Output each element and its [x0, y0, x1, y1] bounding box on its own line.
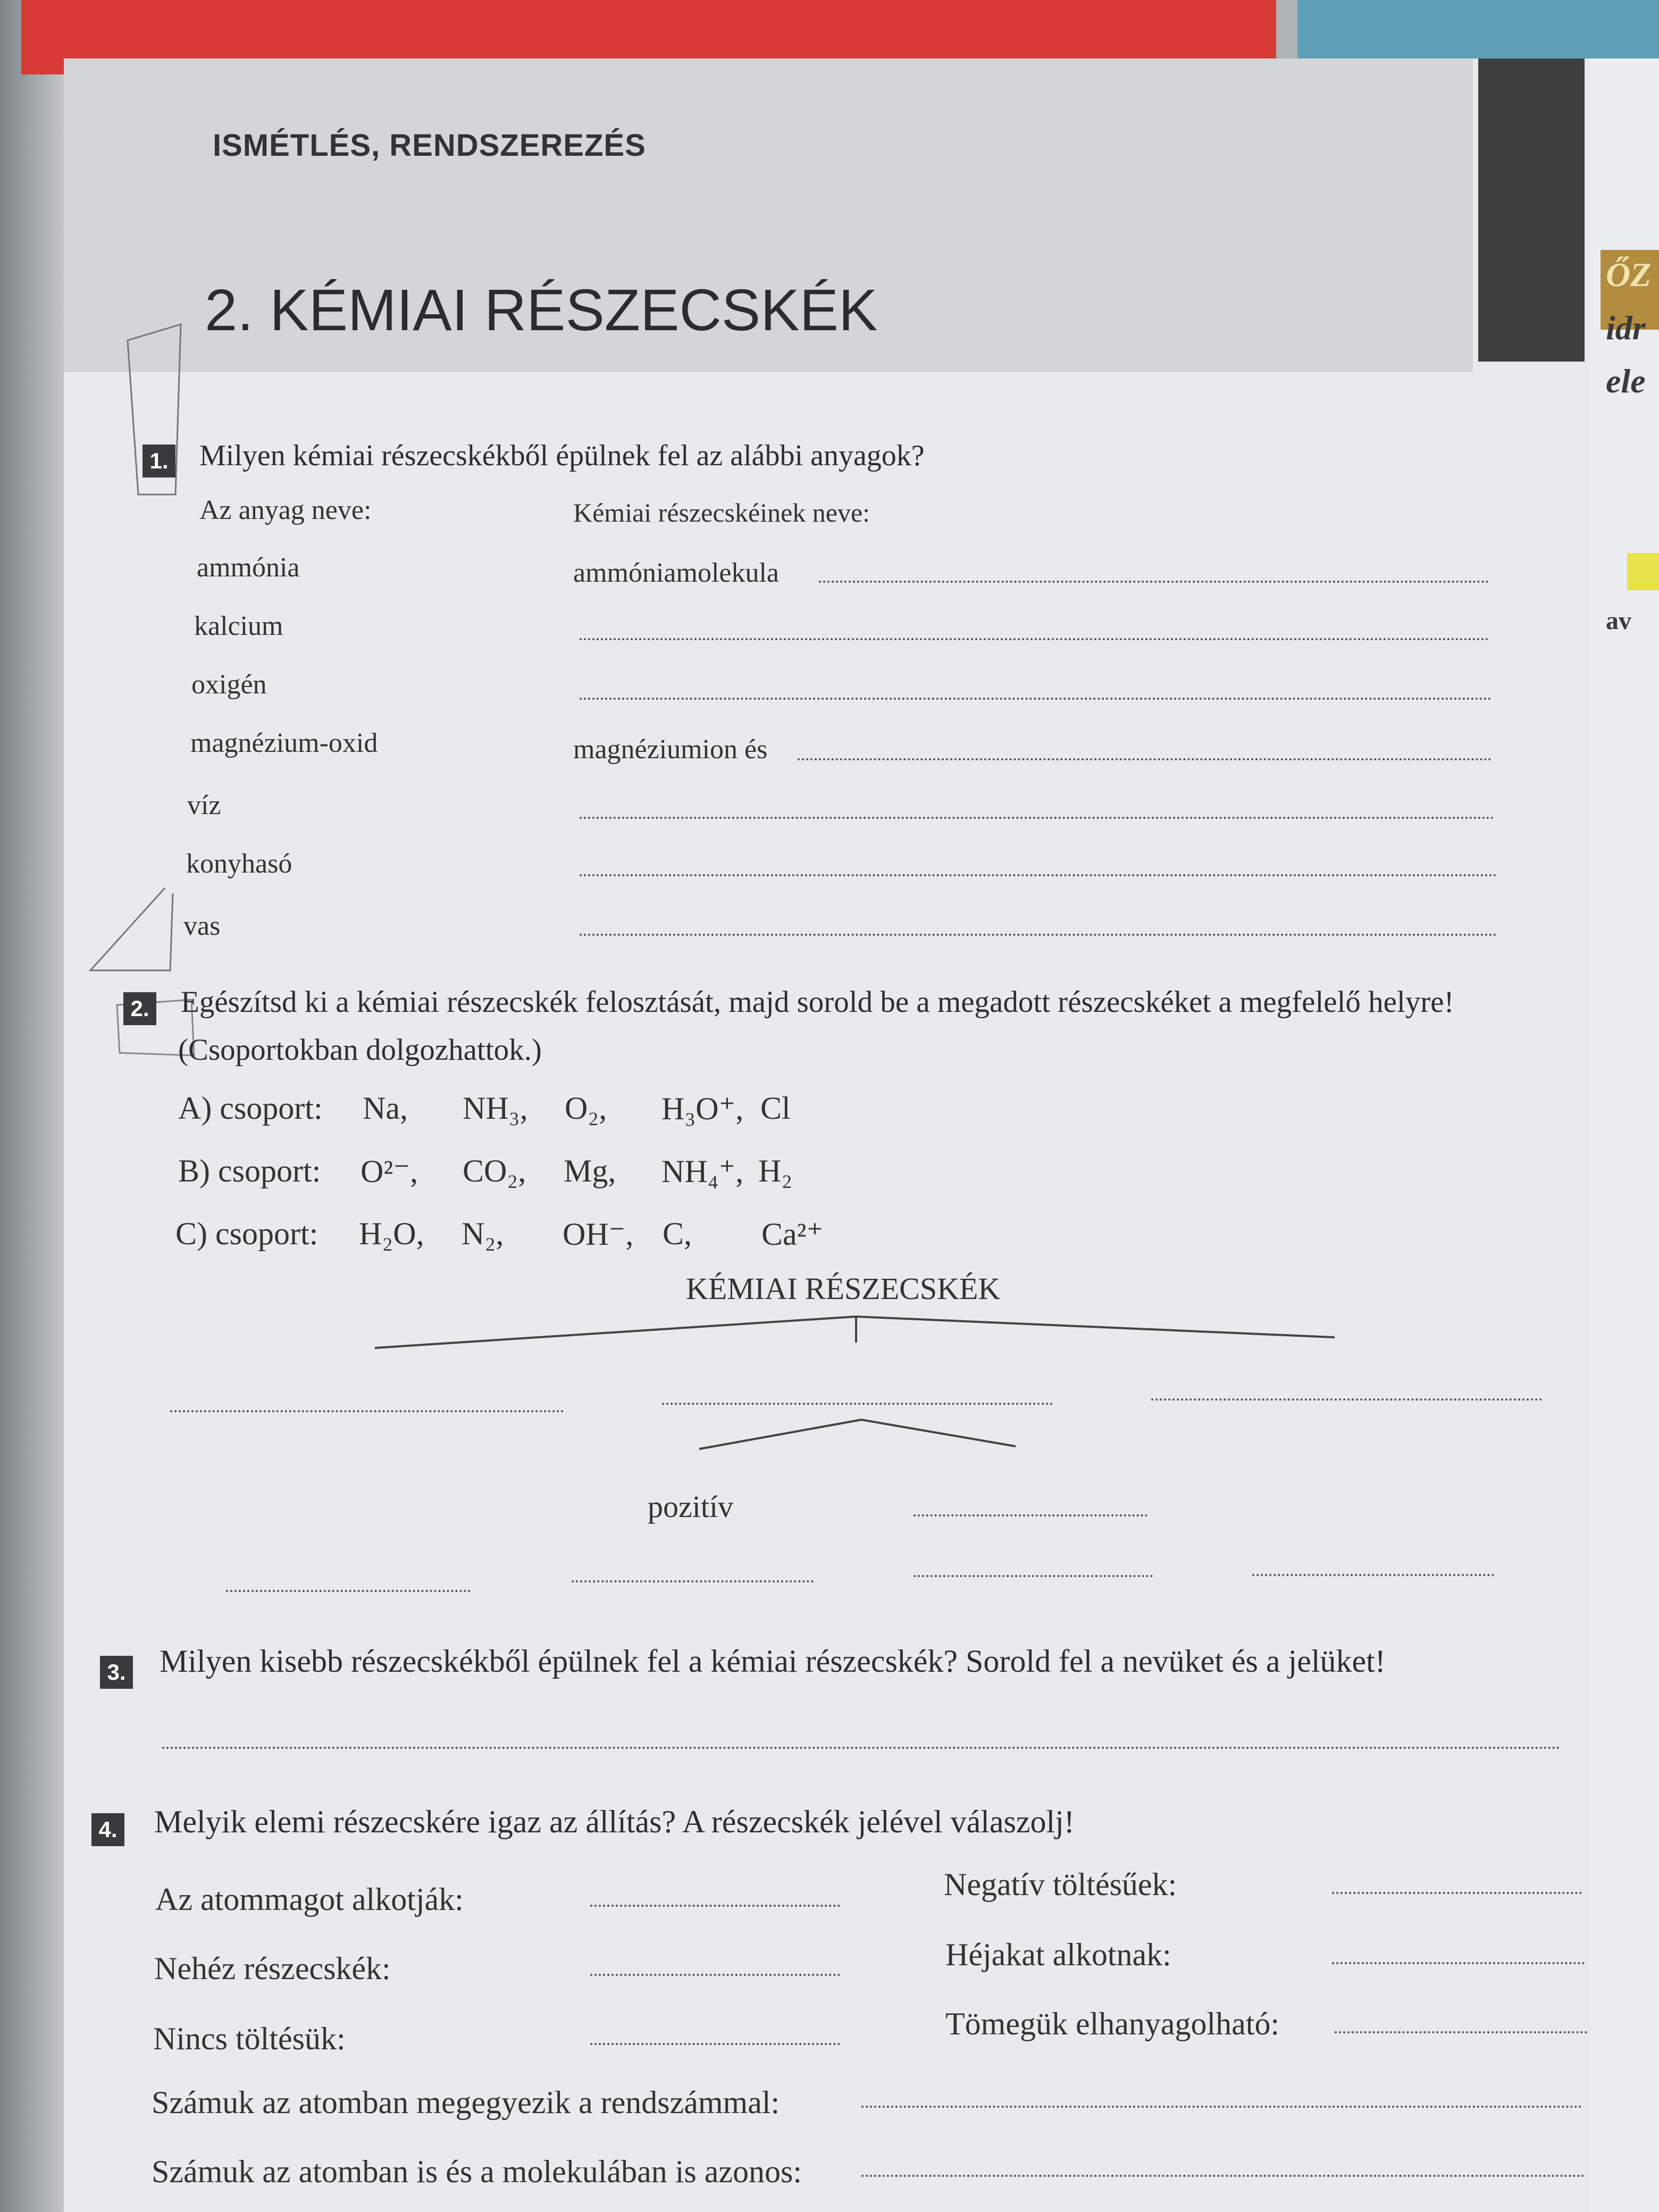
adjacent-page-highlight [1627, 553, 1659, 590]
question-number: 3. [100, 1656, 133, 1689]
formula: O₂, [565, 1091, 607, 1126]
answer-line[interactable] [1332, 1892, 1582, 1894]
question-note: (Csoportokban dolgozhattok.) [178, 1033, 542, 1067]
substance-name: víz [187, 790, 221, 820]
formula: CO₂, [463, 1153, 526, 1188]
column-header-particles: Kémiai részecskéinek neve: [573, 498, 870, 527]
formula: O²⁻, [361, 1154, 418, 1189]
answer-line[interactable] [580, 638, 1489, 640]
tree-blank[interactable] [170, 1410, 564, 1412]
formula: H₂O, [359, 1216, 424, 1251]
statement-label: Az atommagot alkotják: [155, 1882, 464, 1917]
edge-fragment: ele [1606, 362, 1646, 400]
formula: H₂ [758, 1153, 793, 1188]
formula: Mg, [564, 1153, 616, 1188]
formula: C, [663, 1216, 692, 1251]
tree-positive-label: pozitív [648, 1489, 734, 1524]
answer-line[interactable] [861, 2106, 1582, 2108]
tree-blank[interactable] [662, 1403, 1053, 1405]
tree-blank[interactable] [914, 1514, 1147, 1516]
statement-label: Negatív töltésűek: [944, 1867, 1177, 1902]
tree-branches [0, 1297, 1595, 1457]
tree-root-label: KÉMIAI RÉSZECSKÉK [686, 1271, 1001, 1306]
group-label: C) csoport: [175, 1216, 319, 1251]
answer-line[interactable] [580, 817, 1494, 819]
answer-line[interactable] [590, 1974, 840, 1976]
edge-fragment: idr [1606, 309, 1646, 347]
answer-line[interactable] [590, 1905, 840, 1907]
answer-line[interactable] [798, 758, 1492, 760]
substance-name: oxigén [191, 669, 267, 700]
substance-name: vas [183, 911, 221, 941]
answer-line[interactable] [861, 2175, 1585, 2177]
question-number: 4. [91, 1813, 124, 1846]
answer-line[interactable] [580, 874, 1497, 876]
answer-line[interactable] [162, 1747, 1561, 1749]
edge-fragment: ŐZ [1606, 256, 1652, 294]
book-shadow [0, 0, 69, 2212]
header-dark-bar [1478, 58, 1585, 362]
tree-blank[interactable] [1252, 1574, 1494, 1576]
tree-blank[interactable] [226, 1590, 471, 1592]
substance-name: kalcium [194, 611, 283, 641]
group-label: A) csoport: [178, 1091, 323, 1126]
statement-label: Nincs töltésük: [153, 2021, 346, 2056]
answer-line[interactable] [819, 581, 1489, 583]
formula: NH₃, [463, 1091, 528, 1126]
column-header-name: Az anyag neve: [199, 495, 372, 525]
question-text: Egészítsd ki a kémiai részecskék felosztását, majd sorold be a megadott részecskéket a megfelelő helyre! [181, 985, 1454, 1019]
group-label: B) csoport: [178, 1153, 321, 1188]
formula: Ca²⁺ [761, 1217, 824, 1252]
teal-cover-strip [1297, 0, 1659, 58]
edge-fragment: av [1606, 607, 1631, 635]
statement-label: Számuk az atomban is és a molekulában is azonos: [152, 2154, 802, 2189]
statement-label: Számuk az atomban megegyezik a rendszámmal: [152, 2085, 780, 2120]
tree-blank[interactable] [914, 1575, 1153, 1577]
question-text: Milyen kisebb részecskékből épülnek fel a kémiai részecskék? Sorold fel a nevüket és a jelüket! [160, 1644, 1386, 1679]
answer-line[interactable] [1332, 1962, 1585, 1964]
substance-name: ammónia [197, 552, 300, 583]
question-number: 2. [123, 992, 156, 1025]
tree-blank[interactable] [1151, 1398, 1542, 1401]
answer-line[interactable] [1335, 2031, 1587, 2033]
substance-name: magnézium-oxid [190, 728, 378, 758]
page-title: 2. KÉMIAI RÉSZECSKÉK [205, 278, 878, 343]
substance-name: konyhasó [186, 849, 292, 879]
answer-line[interactable] [580, 934, 1497, 936]
formula: Na, [363, 1091, 408, 1126]
particle-answer: magnéziumion és [573, 734, 768, 765]
statement-label: Héjakat alkotnak: [945, 1937, 1171, 1972]
answer-line[interactable] [590, 2043, 840, 2045]
question-text: Milyen kémiai részecskékből épülnek fel az alábbi anyagok? [199, 439, 925, 472]
section-label: ISMÉTLÉS, RENDSZEREZÉS [213, 128, 646, 163]
formula: N₂, [462, 1216, 504, 1251]
answer-line[interactable] [580, 698, 1492, 700]
statement-label: Tömegük elhanyagolható: [945, 2006, 1280, 2041]
tree-blank[interactable] [572, 1580, 814, 1582]
question-text: Melyik elemi részecskére igaz az állítás? A részecskék jelével válaszolj! [154, 1804, 1075, 1839]
formula: Cl [760, 1091, 791, 1126]
formula: H₃O⁺, [661, 1091, 744, 1126]
statement-label: Nehéz részecskék: [154, 1951, 391, 1986]
question-number: 1. [143, 445, 175, 477]
formula: NH₄⁺, [661, 1154, 744, 1189]
formula: OH⁻, [563, 1217, 634, 1252]
particle-answer: ammóniamolekula [573, 558, 780, 588]
